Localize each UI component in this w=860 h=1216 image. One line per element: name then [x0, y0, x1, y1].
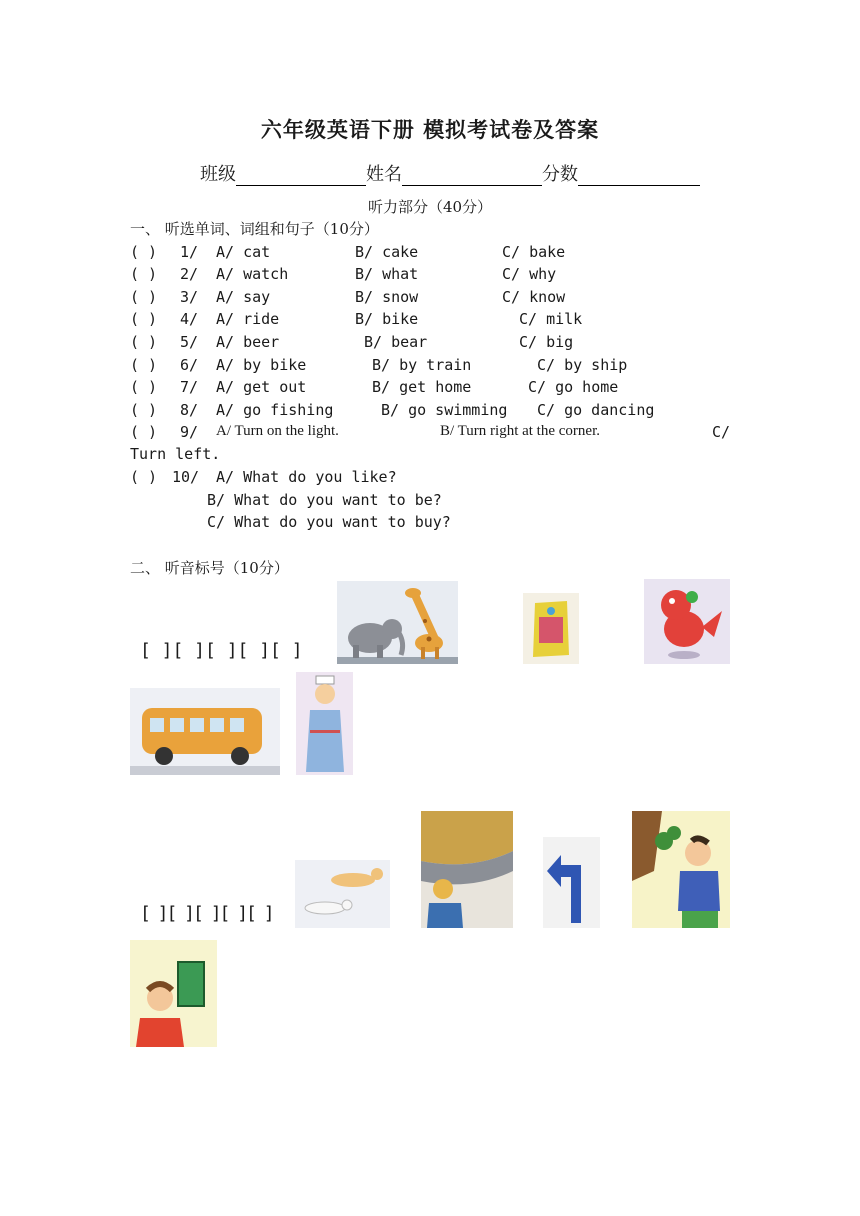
name-label: 姓名 — [366, 164, 402, 185]
option-c: C/ big — [519, 333, 574, 351]
answer-paren[interactable]: ( ) — [130, 401, 158, 419]
school-bus-picture — [130, 688, 280, 775]
option-a: A/ watch — [216, 265, 289, 283]
answer-brackets-row2[interactable]: [ ][ ][ ][ ][ ] — [140, 903, 273, 924]
score-label: 分数 — [542, 164, 578, 185]
class-blank[interactable] — [236, 165, 366, 186]
question-number: 9/ — [180, 423, 199, 441]
question-number: 8/ — [180, 401, 199, 419]
option-a: A/ get out — [216, 378, 307, 396]
running-animals-picture — [295, 860, 390, 928]
boy-tree-picture — [632, 811, 730, 928]
option-c: C/ go home — [528, 378, 619, 396]
answer-paren[interactable]: ( ) — [130, 423, 158, 441]
snack-bag-picture — [523, 593, 579, 664]
option-c: C/ bake — [502, 243, 566, 261]
nurse-picture — [296, 672, 353, 775]
answer-paren[interactable]: ( ) — [130, 378, 158, 396]
option-c: C/ know — [502, 288, 566, 306]
page-title: 六年级英语下册 模拟考试卷及答案 — [260, 117, 600, 142]
listening-section-header: 听力部分（40分） — [367, 198, 493, 216]
class-label: 班级 — [200, 164, 236, 185]
part1-heading: 一、 听选单词、词组和句子（10分） — [130, 220, 379, 238]
option-c: C/ — [712, 423, 731, 441]
option-b: B/ What do you want to be? — [207, 491, 442, 509]
question-number: 2/ — [180, 265, 199, 283]
turn-left-sign-picture — [543, 837, 600, 928]
option-b: B/ bike — [355, 310, 419, 328]
option-c-continued: Turn left. — [130, 445, 221, 463]
option-b: B/ by train — [372, 356, 472, 374]
answer-paren[interactable]: ( ) — [130, 468, 158, 486]
option-a: A/ by bike — [216, 356, 307, 374]
question-number: 10/ — [172, 468, 200, 486]
answer-brackets-row1[interactable]: [ ][ ][ ][ ][ ] — [140, 640, 303, 661]
answer-paren[interactable]: ( ) — [130, 333, 158, 351]
option-c: C/ milk — [519, 310, 583, 328]
score-blank[interactable] — [578, 165, 700, 186]
question-number: 5/ — [180, 333, 199, 351]
name-blank[interactable] — [402, 165, 542, 186]
option-a: A/ cat — [216, 243, 271, 261]
answer-paren[interactable]: ( ) — [130, 288, 158, 306]
option-b: B/ what — [355, 265, 419, 283]
option-b: B/ bear — [364, 333, 428, 351]
question-number: 3/ — [180, 288, 199, 306]
option-a: A/ beer — [216, 333, 280, 351]
option-a: A/ Turn on the light. — [216, 423, 339, 439]
elephant-giraffe-picture — [337, 581, 458, 664]
option-a: A/ What do you like? — [216, 468, 397, 486]
answer-paren[interactable]: ( ) — [130, 310, 158, 328]
dragon-picture — [644, 579, 730, 664]
option-b: B/ get home — [372, 378, 472, 396]
boy-train-picture — [421, 811, 513, 928]
option-c: C/ What do you want to buy? — [207, 513, 451, 531]
question-number: 1/ — [180, 243, 199, 261]
option-a: A/ ride — [216, 310, 280, 328]
option-c: C/ by ship — [537, 356, 628, 374]
part2-heading: 二、 听音标号（10分） — [130, 559, 289, 577]
question-number: 7/ — [180, 378, 199, 396]
question-number: 4/ — [180, 310, 199, 328]
option-a: A/ go fishing — [216, 401, 334, 419]
option-b: B/ cake — [355, 243, 419, 261]
option-b: B/ snow — [355, 288, 419, 306]
option-a: A/ say — [216, 288, 271, 306]
answer-paren[interactable]: ( ) — [130, 265, 158, 283]
boy-door-picture — [130, 940, 217, 1047]
answer-paren[interactable]: ( ) — [130, 356, 158, 374]
option-c: C/ why — [502, 265, 557, 283]
student-info-line — [200, 160, 700, 186]
option-b: B/ Turn right at the corner. — [440, 423, 600, 439]
option-b: B/ go swimming — [381, 401, 508, 419]
option-c: C/ go dancing — [537, 401, 655, 419]
answer-paren[interactable]: ( ) — [130, 243, 158, 261]
question-number: 6/ — [180, 356, 199, 374]
